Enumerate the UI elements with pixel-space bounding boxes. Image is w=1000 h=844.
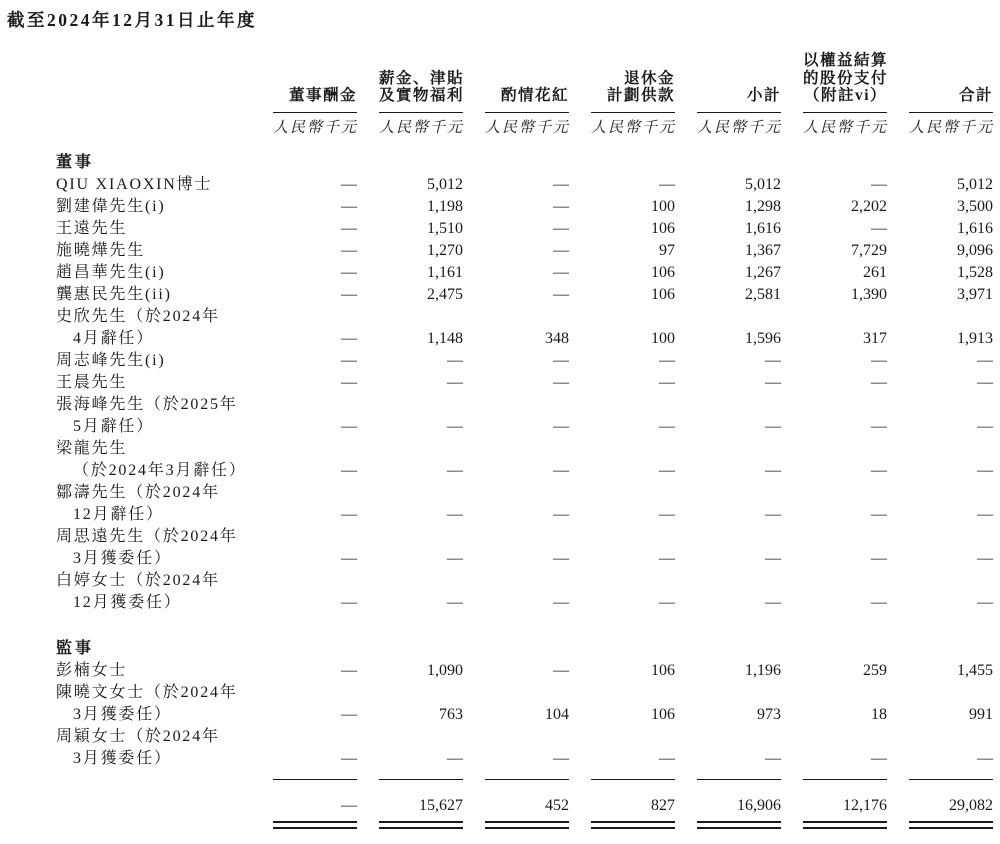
column-header-label: 的股份支付 xyxy=(803,69,889,87)
value-cell: — xyxy=(765,461,781,479)
value-cell: — xyxy=(765,749,781,767)
value-cell: — xyxy=(977,505,993,523)
member-row xyxy=(0,660,1000,682)
member-name-cell xyxy=(56,660,251,682)
column-header-rule xyxy=(697,112,781,113)
member-name: 彭楠女士 xyxy=(56,661,128,679)
member-name: 王晨先生 xyxy=(56,373,128,391)
grand-total-rule-cell xyxy=(591,821,675,829)
value-cell: — xyxy=(341,593,357,611)
member-name-cell xyxy=(56,174,251,196)
value-cell: 1,198 xyxy=(427,197,463,215)
value-cell: 5,012 xyxy=(427,175,463,193)
value-cell: — xyxy=(341,197,357,215)
member-name-cell xyxy=(56,570,251,614)
subtotal-rule-cell xyxy=(697,779,781,780)
member-name-cell xyxy=(56,438,251,482)
value-cell: 1,616 xyxy=(957,219,993,237)
value-cell: — xyxy=(871,417,887,435)
column-header-label: 計劃供款 xyxy=(606,87,675,104)
value-cell: — xyxy=(447,417,463,435)
value-cell: — xyxy=(977,417,993,435)
member-name: 4月辭任） xyxy=(73,329,155,347)
value-cell: — xyxy=(447,373,463,391)
value-cell: — xyxy=(871,219,887,237)
value-cell: — xyxy=(553,661,569,679)
member-name: 趙昌華先生(i) xyxy=(56,263,166,281)
member-name-cell xyxy=(56,682,251,726)
subtotal-rule-cell xyxy=(591,779,675,780)
value-cell: — xyxy=(659,417,675,435)
value-cell: 1,090 xyxy=(427,661,463,679)
value-cell: — xyxy=(659,175,675,193)
member-name: 施曉燁先生 xyxy=(56,241,146,259)
column-header-label: 合計 xyxy=(958,87,993,104)
member-name: 龔惠民先生(ii) xyxy=(56,285,172,303)
column-unit-label: 人民幣千元 xyxy=(379,119,465,136)
value-cell: — xyxy=(871,549,887,567)
value-cell: — xyxy=(977,351,993,369)
column-header-cell xyxy=(697,87,781,138)
value-cell: — xyxy=(553,417,569,435)
column-header-label: 薪金、津貼 xyxy=(379,69,465,87)
member-name-cell xyxy=(56,196,251,218)
member-name: 周思遠先生（於2024年 xyxy=(56,527,238,545)
value-cell: 973 xyxy=(757,705,781,723)
page-title: 截至2024年12月31日止年度 xyxy=(7,10,257,30)
value-cell: 1,455 xyxy=(957,661,993,679)
column-unit-label: 人民幣千元 xyxy=(591,119,677,136)
value-cell: 18 xyxy=(871,705,887,723)
value-cell: 1,161 xyxy=(427,263,463,281)
member-name-cell xyxy=(56,726,251,770)
value-cell: — xyxy=(553,285,569,303)
member-row xyxy=(0,682,1000,726)
member-name: QIU XIAOXIN博士 xyxy=(56,175,213,193)
column-unit-label: 人民幣千元 xyxy=(909,119,995,136)
section-heading: 董事 xyxy=(56,153,95,171)
total-row xyxy=(0,795,1000,817)
column-header-label: 及實物福利 xyxy=(379,87,465,104)
section-heading: 監事 xyxy=(56,639,95,657)
value-cell: — xyxy=(341,219,357,237)
subtotal-rule-cell xyxy=(909,779,993,780)
value-cell: — xyxy=(553,749,569,767)
value-cell: — xyxy=(447,593,463,611)
value-cell: — xyxy=(659,351,675,369)
value-cell: — xyxy=(447,749,463,767)
value-cell: — xyxy=(341,373,357,391)
member-name: 鄒濤先生（於2024年 xyxy=(56,483,220,501)
column-header-rule xyxy=(909,112,993,113)
member-row xyxy=(0,372,1000,394)
member-name-cell xyxy=(56,240,251,262)
member-row xyxy=(0,438,1000,482)
member-row xyxy=(0,482,1000,526)
value-cell: — xyxy=(553,351,569,369)
column-unit-label: 人民幣千元 xyxy=(485,119,571,136)
value-cell: 2,202 xyxy=(851,197,887,215)
value-cell: 1,367 xyxy=(745,241,781,259)
value-cell: — xyxy=(659,373,675,391)
value-cell: 106 xyxy=(651,219,675,237)
member-name-cell xyxy=(56,482,251,526)
member-name: 12月辭任） xyxy=(73,505,164,523)
column-header-label: （附註vi） xyxy=(803,87,887,104)
value-cell: — xyxy=(447,505,463,523)
total-value-cell: 15,627 xyxy=(419,796,463,814)
value-cell: — xyxy=(977,749,993,767)
value-cell: — xyxy=(341,285,357,303)
column-header-label: 董事酬金 xyxy=(288,87,357,104)
value-cell: 1,390 xyxy=(851,285,887,303)
column-header-cell xyxy=(591,70,675,138)
value-cell: 1,913 xyxy=(957,329,993,347)
value-cell: 106 xyxy=(651,285,675,303)
member-name-cell xyxy=(56,372,251,394)
member-row xyxy=(0,218,1000,240)
value-cell: 991 xyxy=(969,705,993,723)
subtotal-rule-cell xyxy=(803,779,887,780)
member-name: 12月獲委任） xyxy=(73,593,182,611)
column-header-cell xyxy=(909,87,993,138)
total-value-cell: 452 xyxy=(545,796,569,814)
column-header-cell xyxy=(485,87,569,138)
member-name: 張海峰先生（於2025年 xyxy=(56,395,238,413)
grand-total-rule-cell xyxy=(697,821,781,829)
value-cell: 1,616 xyxy=(745,219,781,237)
value-cell: — xyxy=(659,593,675,611)
member-name: 3月獲委任） xyxy=(73,705,172,723)
member-row xyxy=(0,262,1000,284)
column-header-label: 酌情花紅 xyxy=(500,87,569,104)
value-cell: 9,096 xyxy=(957,241,993,259)
value-cell: — xyxy=(765,593,781,611)
member-name: 周穎女士（於2024年 xyxy=(56,727,220,745)
subtotal-rule-row xyxy=(0,779,1000,780)
member-name-cell xyxy=(56,218,251,240)
value-cell: 261 xyxy=(863,263,887,281)
column-header-label: 退休金 xyxy=(623,69,675,87)
value-cell: — xyxy=(765,505,781,523)
value-cell: — xyxy=(341,417,357,435)
value-cell: — xyxy=(871,593,887,611)
value-cell: 97 xyxy=(659,241,675,259)
value-cell: — xyxy=(341,351,357,369)
member-row xyxy=(0,526,1000,570)
value-cell: — xyxy=(341,175,357,193)
column-header-cell xyxy=(803,52,887,138)
member-name-cell xyxy=(56,262,251,284)
member-row xyxy=(0,350,1000,372)
value-cell: — xyxy=(765,351,781,369)
column-header-label: 小計 xyxy=(746,87,781,104)
value-cell: 106 xyxy=(651,705,675,723)
member-row xyxy=(0,394,1000,438)
grand-total-rule-cell xyxy=(909,821,993,829)
value-cell: — xyxy=(341,661,357,679)
member-row xyxy=(0,726,1000,770)
value-cell: — xyxy=(553,549,569,567)
table-body xyxy=(0,152,1000,829)
member-name-cell xyxy=(56,526,251,570)
value-cell: — xyxy=(341,329,357,347)
value-cell: 1,270 xyxy=(427,241,463,259)
grand-total-rule-row xyxy=(0,821,1000,829)
member-name: 史欣先生（於2024年 xyxy=(56,307,220,325)
member-row xyxy=(0,196,1000,218)
value-cell: — xyxy=(553,461,569,479)
member-name-cell xyxy=(56,306,251,350)
value-cell: 2,475 xyxy=(427,285,463,303)
value-cell: 1,148 xyxy=(427,329,463,347)
value-cell: 1,298 xyxy=(745,197,781,215)
subtotal-rule-cell xyxy=(273,779,357,780)
member-name-cell xyxy=(56,394,251,438)
section-heading-row xyxy=(0,152,1000,174)
value-cell: — xyxy=(553,373,569,391)
value-cell: 100 xyxy=(651,197,675,215)
section-heading-row xyxy=(0,638,1000,660)
member-name: 陳曉文女士（於2024年 xyxy=(56,683,238,701)
value-cell: — xyxy=(447,351,463,369)
member-row xyxy=(0,306,1000,350)
value-cell: — xyxy=(553,197,569,215)
value-cell: — xyxy=(871,351,887,369)
member-name: 梁龍先生 xyxy=(56,439,128,457)
value-cell: — xyxy=(977,461,993,479)
remuneration-table xyxy=(0,52,1000,829)
member-name: 王遠先生 xyxy=(56,219,128,237)
column-header-cell xyxy=(379,70,463,138)
member-name: （於2024年3月辭任） xyxy=(73,461,247,479)
column-unit-label: 人民幣千元 xyxy=(803,119,889,136)
value-cell: — xyxy=(553,263,569,281)
member-row xyxy=(0,284,1000,306)
member-name-cell xyxy=(56,284,251,306)
value-cell: 317 xyxy=(863,329,887,347)
value-cell: 3,500 xyxy=(957,197,993,215)
value-cell: — xyxy=(659,461,675,479)
grand-total-rule-cell xyxy=(803,821,887,829)
value-cell: — xyxy=(341,461,357,479)
total-value-cell: 827 xyxy=(651,796,675,814)
value-cell: 106 xyxy=(651,263,675,281)
value-cell: — xyxy=(341,263,357,281)
column-header-rule xyxy=(273,112,357,113)
grand-total-rule-cell xyxy=(273,821,357,829)
member-name: 白婷女士（於2024年 xyxy=(56,571,220,589)
value-cell: — xyxy=(447,461,463,479)
value-cell: 5,012 xyxy=(745,175,781,193)
value-cell: — xyxy=(341,705,357,723)
total-value-cell: 16,906 xyxy=(737,796,781,814)
member-name: 劉建偉先生(i) xyxy=(56,197,166,215)
subtotal-rule-cell xyxy=(379,779,463,780)
value-cell: — xyxy=(659,749,675,767)
total-value-cell: — xyxy=(341,796,357,814)
member-name: 5月辭任） xyxy=(73,417,155,435)
value-cell: 348 xyxy=(545,329,569,347)
grand-total-rule-cell xyxy=(485,821,569,829)
member-name: 3月獲委任） xyxy=(73,749,172,767)
value-cell: — xyxy=(871,461,887,479)
grand-total-rule-cell xyxy=(379,821,463,829)
value-cell: 763 xyxy=(439,705,463,723)
column-header-label: 以權益結算 xyxy=(803,52,889,69)
value-cell: 1,528 xyxy=(957,263,993,281)
value-cell: 100 xyxy=(651,329,675,347)
value-cell: 259 xyxy=(863,661,887,679)
value-cell: — xyxy=(341,241,357,259)
value-cell: — xyxy=(765,549,781,567)
value-cell: — xyxy=(553,241,569,259)
column-unit-label: 人民幣千元 xyxy=(697,119,783,136)
value-cell: 1,510 xyxy=(427,219,463,237)
value-cell: — xyxy=(341,549,357,567)
column-header-rule xyxy=(591,112,675,113)
value-cell: — xyxy=(871,749,887,767)
value-cell: — xyxy=(659,549,675,567)
value-cell: — xyxy=(871,175,887,193)
value-cell: 3,971 xyxy=(957,285,993,303)
table-header-row xyxy=(0,52,1000,138)
column-unit-label: 人民幣千元 xyxy=(273,119,359,136)
value-cell: 1,196 xyxy=(745,661,781,679)
member-name-cell xyxy=(56,350,251,372)
value-cell: — xyxy=(871,373,887,391)
value-cell: 7,729 xyxy=(851,241,887,259)
member-row xyxy=(0,174,1000,196)
value-cell: 1,267 xyxy=(745,263,781,281)
member-name: 周志峰先生(i) xyxy=(56,351,166,369)
value-cell: — xyxy=(659,505,675,523)
value-cell: — xyxy=(977,373,993,391)
value-cell: — xyxy=(977,549,993,567)
value-cell: — xyxy=(553,219,569,237)
value-cell: — xyxy=(977,593,993,611)
value-cell: — xyxy=(341,749,357,767)
value-cell: — xyxy=(765,417,781,435)
total-value-cell: 12,176 xyxy=(843,796,887,814)
member-row xyxy=(0,570,1000,614)
value-cell: — xyxy=(553,593,569,611)
column-header-rule xyxy=(379,112,463,113)
column-header-rule xyxy=(803,112,887,113)
value-cell: — xyxy=(765,373,781,391)
column-header-cell xyxy=(273,87,357,138)
value-cell: 5,012 xyxy=(957,175,993,193)
total-value-cell: 29,082 xyxy=(949,796,993,814)
value-cell: — xyxy=(447,549,463,567)
member-row xyxy=(0,240,1000,262)
column-header-rule xyxy=(485,112,569,113)
value-cell: 2,581 xyxy=(745,285,781,303)
value-cell: — xyxy=(871,505,887,523)
subtotal-rule-cell xyxy=(485,779,569,780)
value-cell: — xyxy=(553,175,569,193)
value-cell: — xyxy=(553,505,569,523)
value-cell: 1,596 xyxy=(745,329,781,347)
member-name: 3月獲委任） xyxy=(73,549,172,567)
value-cell: 104 xyxy=(545,705,569,723)
value-cell: 106 xyxy=(651,661,675,679)
value-cell: — xyxy=(341,505,357,523)
